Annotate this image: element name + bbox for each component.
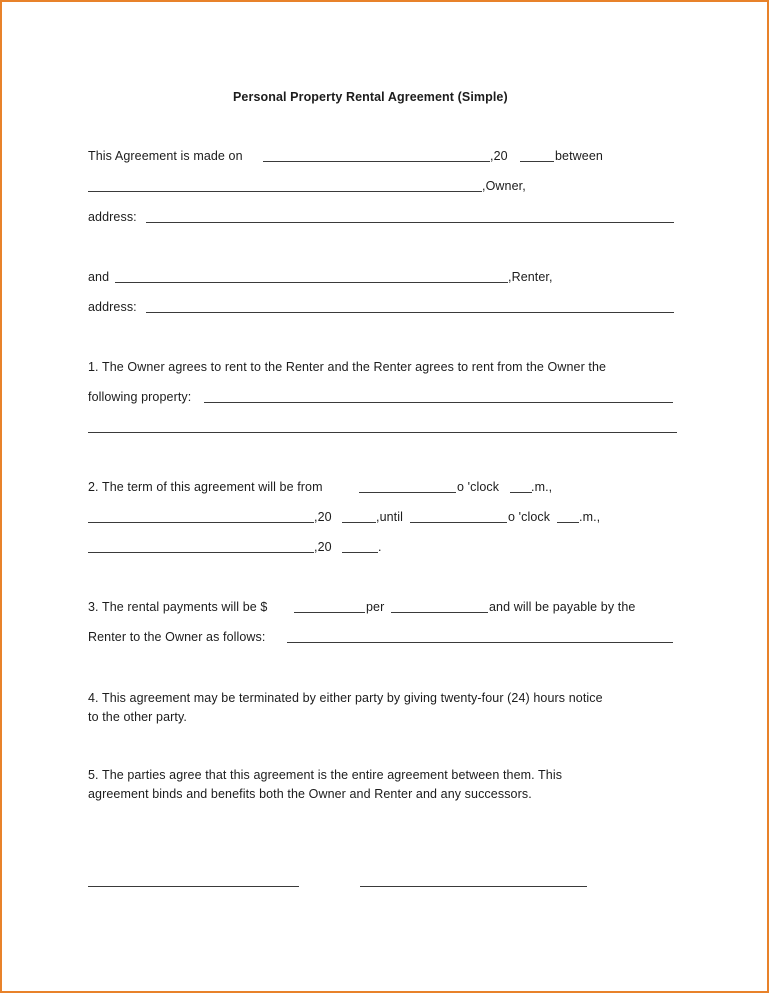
owner-signature-line[interactable] [88, 886, 299, 887]
property-blank-1[interactable] [204, 402, 673, 403]
document-title: Personal Property Rental Agreement (Simple) [233, 90, 508, 104]
following-property-label: following property: [88, 390, 192, 404]
clause-5-line-2: agreement binds and benefits both the Owner and Renter and any successors. [88, 787, 532, 801]
start-date-blank-2[interactable] [88, 522, 314, 523]
end-date-blank[interactable] [88, 552, 314, 553]
start-ampm-blank[interactable] [510, 492, 532, 493]
start-date-blank[interactable] [359, 492, 456, 493]
per-label: per [366, 600, 385, 614]
period: . [378, 540, 382, 554]
end-time-blank[interactable] [410, 522, 507, 523]
until-label: ,until [376, 510, 404, 524]
clause-5-line-1: 5. The parties agree that this agreement is the entire agreement between them. This [88, 768, 563, 782]
year-blank[interactable] [520, 161, 554, 162]
owner-name-blank[interactable] [88, 191, 482, 192]
owner-label: ,Owner, [482, 179, 526, 193]
clause-2-text: 2. The term of this agreement will be from [88, 480, 323, 494]
end-year-blank[interactable] [342, 552, 378, 553]
start-year-blank[interactable] [342, 522, 376, 523]
payment-period-blank[interactable] [391, 612, 488, 613]
owner-address-blank[interactable] [146, 222, 674, 223]
end-ampm-blank[interactable] [557, 522, 579, 523]
renter-address-blank[interactable] [146, 312, 674, 313]
date-blank[interactable] [263, 161, 490, 162]
year-prefix-3: ,20 [314, 540, 332, 554]
between-label: between [555, 149, 603, 163]
m-label-2: .m., [579, 510, 601, 524]
property-blank-2[interactable] [88, 432, 677, 433]
clause-4-line-2: to the other party. [88, 710, 187, 724]
renter-address-label: address: [88, 300, 137, 314]
payable-label: and will be payable by the [489, 600, 636, 614]
payment-terms-blank[interactable] [287, 642, 673, 643]
oclock-label-1: o 'clock [457, 480, 500, 494]
and-label: and [88, 270, 110, 284]
oclock-label-2: o 'clock [508, 510, 551, 524]
clause-3-text: 3. The rental payments will be $ [88, 600, 268, 614]
year-prefix-2: ,20 [314, 510, 332, 524]
year-prefix: ,20 [490, 149, 508, 163]
payment-amount-blank[interactable] [294, 612, 365, 613]
renter-signature-line[interactable] [360, 886, 587, 887]
renter-label: ,Renter, [508, 270, 553, 284]
clause-1-text: 1. The Owner agrees to rent to the Renter and the Renter agrees to rent from the Owner the [88, 360, 607, 374]
made-on-label: This Agreement is made on [88, 149, 243, 163]
clause-4-line-1: 4. This agreement may be terminated by either party by giving twenty-four (24) hours notice [88, 691, 603, 705]
payment-terms-label: Renter to the Owner as follows: [88, 630, 266, 644]
m-label-1: .m., [531, 480, 553, 494]
owner-address-label: address: [88, 210, 137, 224]
renter-name-blank[interactable] [115, 282, 508, 283]
